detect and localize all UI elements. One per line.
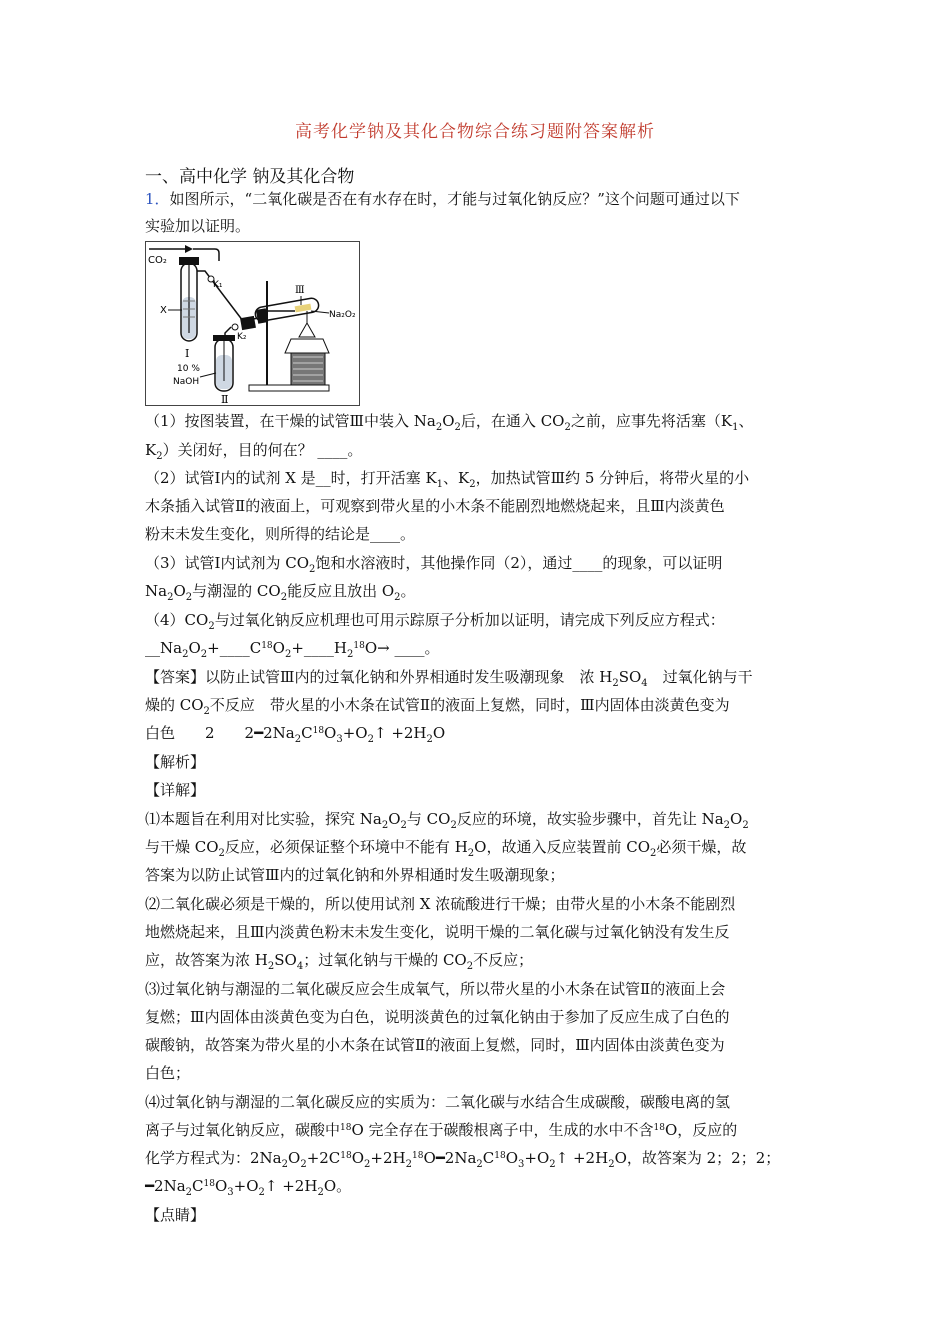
question-part-1-line-2: $K_2$）关闭好，目的何在？ ____。 [145, 441, 363, 462]
naoh-percent-label: 10 % [177, 364, 200, 374]
tube-3-label: Ⅲ [295, 285, 305, 296]
detail-line-3: 答案为以防止试管Ⅲ内的过氧化钠和外界相通时发生吸潮现象； [145, 866, 565, 884]
tube-1-label: Ⅰ [185, 347, 190, 360]
question-number: 1． [145, 190, 170, 208]
question-part-4-line-1: $(4)CO_2$与过氧化钠反应机理也可用示踪原子分析加以证明，请完成下列反应方程式： [145, 611, 725, 632]
analysis-label: 【解析】 [145, 753, 206, 771]
detail-line-13: 化学方程式为：$2Na_2O_2+2C^{18}O_2+2H_2^{18}O━2Na_2C^{18}O_3+O_2↑ +2H_2O$，故答案为 2；2；2； [145, 1149, 781, 1170]
detail-line-4: ⑵二氧化碳必须是干燥的，所以使用试剂 X 浓硫酸进行干燥；由带火星的小木条不能剧烈 [145, 895, 736, 913]
x-label: X [160, 305, 167, 316]
naoh-label: NaOH [173, 377, 200, 387]
detail-line-8: 复燃；Ⅲ内固体由淡黄色变为白色，说明淡黄色的过氧化钠由于参加了反应生成了白色的 [145, 1008, 730, 1026]
question-part-2-line-2: 木条插入试管Ⅱ的液面上，可观察到带火星的小木条不能剧烈地燃烧起来，且Ⅲ内淡黄色 [145, 497, 725, 515]
answer-line-1: 【答案】以防止试管Ⅲ内的过氧化钠和外界相通时发生吸潮现象 浓 $H_2SO_4$ 过氧化钠与干 [145, 668, 753, 689]
detail-line-6: 应，故答案为浓 $H_2SO_4$；过氧化钠与干燥的 $CO_2$不反应； [145, 951, 534, 972]
question-part-1-line-1: （1）按图装置，在干燥的试管Ⅲ中装入 $Na_2O_2$后，在通入 $CO_2$之前，应事先将活塞（$K_1$、 [145, 412, 754, 433]
section-heading: 一、高中化学 钠及其化合物 [145, 167, 355, 187]
apparatus-figure [145, 241, 360, 406]
document-title: 高考化学钠及其化合物综合练习题附答案解析 [295, 122, 655, 142]
na2o2-label: Na₂O₂ [329, 310, 356, 320]
detail-line-11: ⑷过氧化钠与潮湿的二氧化碳反应的实质为：二氧化碳与水结合生成碳酸，碳酸电离的氢 [145, 1093, 731, 1111]
question-intro-line-2: 实验加以证明。 [145, 217, 251, 235]
detail-line-7: ⑶过氧化钠与潮湿的二氧化碳反应会生成氧气，所以带火星的小木条在试管Ⅱ的液面上会 [145, 980, 726, 998]
detail-line-9: 碳酸钠，故答案为带火星的小木条在试管Ⅱ的液面上复燃，同时，Ⅲ内固体由淡黄色变为 [145, 1036, 725, 1054]
detail-line-5: 地燃烧起来，且Ⅲ内淡黄色粉末未发生变化，说明干燥的二氧化碳与过氧化钠没有发生反 [145, 923, 730, 941]
k2-label: K₂ [237, 332, 247, 342]
question-part-3-line-1: （3）试管Ⅰ内试剂为 $CO_2$饱和水溶液时，其他操作同（2），通过____的现象，可以证明 [145, 554, 723, 575]
detail-line-12: 离子与过氧化钠反应，碳酸中$^{18}$O 完全存在于碳酸根离子中，生成的水中不含$^{18}$O，反应的 [145, 1121, 738, 1139]
question-intro-line-1: 1．如图所示，“二氧化碳是否在有水存在时，才能与过氧化钠反应？”这个问题可通过以下 [145, 190, 740, 208]
tip-label: 【点睛】 [145, 1206, 206, 1224]
question-part-4-equation: $\_\_Na_2O_2+\_\_\_\_C^{18}O_2+\_\_\_\_H_2^{18}O\to$ ____。 [145, 639, 440, 660]
detail-line-14: $━2Na_2C^{18}O_3+O_2↑ +2H_2O$。 [145, 1177, 352, 1198]
answer-line-2: 燥的 $CO_2$不反应 带火星的小木条在试管Ⅱ的液面上复燃，同时，Ⅲ内固体由淡黄色变为 [145, 696, 730, 717]
k1-label: K₁ [213, 280, 223, 290]
tube-2-label: Ⅱ [221, 393, 229, 406]
question-part-3-line-2: $Na_2O_2$与潮湿的 $CO_2$能反应且放出 $O_2$。 [145, 582, 416, 603]
detail-line-2: 与干燥 $CO_2$反应，必须保证整个环境中不能有 $H_2O$，故通入反应装置前 $CO_2$必须干燥，故 [145, 838, 747, 859]
detail-line-10: 白色； [145, 1064, 191, 1082]
detail-line-1: ⑴本题旨在利用对比实验，探究 $Na_2O_2$与 $CO_2$反应的环境，故实验步骤中，首先让 $Na_2O_2$ [145, 810, 749, 831]
co2-label: CO₂ [148, 255, 167, 266]
question-part-2-line-3: 粉末未发生变化，则所得的结论是____。 [145, 525, 416, 543]
question-part-2-line-1: （2）试管Ⅰ内的试剂 X 是__时，打开活塞 $K_1$、$K_2$，加热试管Ⅲ约 5 分钟后，将带火星的小 [145, 469, 750, 490]
answer-line-3: 白色 2 $2━2Na_2C^{18}O_3+O_2↑ +2H_2O$ [145, 724, 446, 745]
detail-label: 【详解】 [145, 781, 206, 799]
